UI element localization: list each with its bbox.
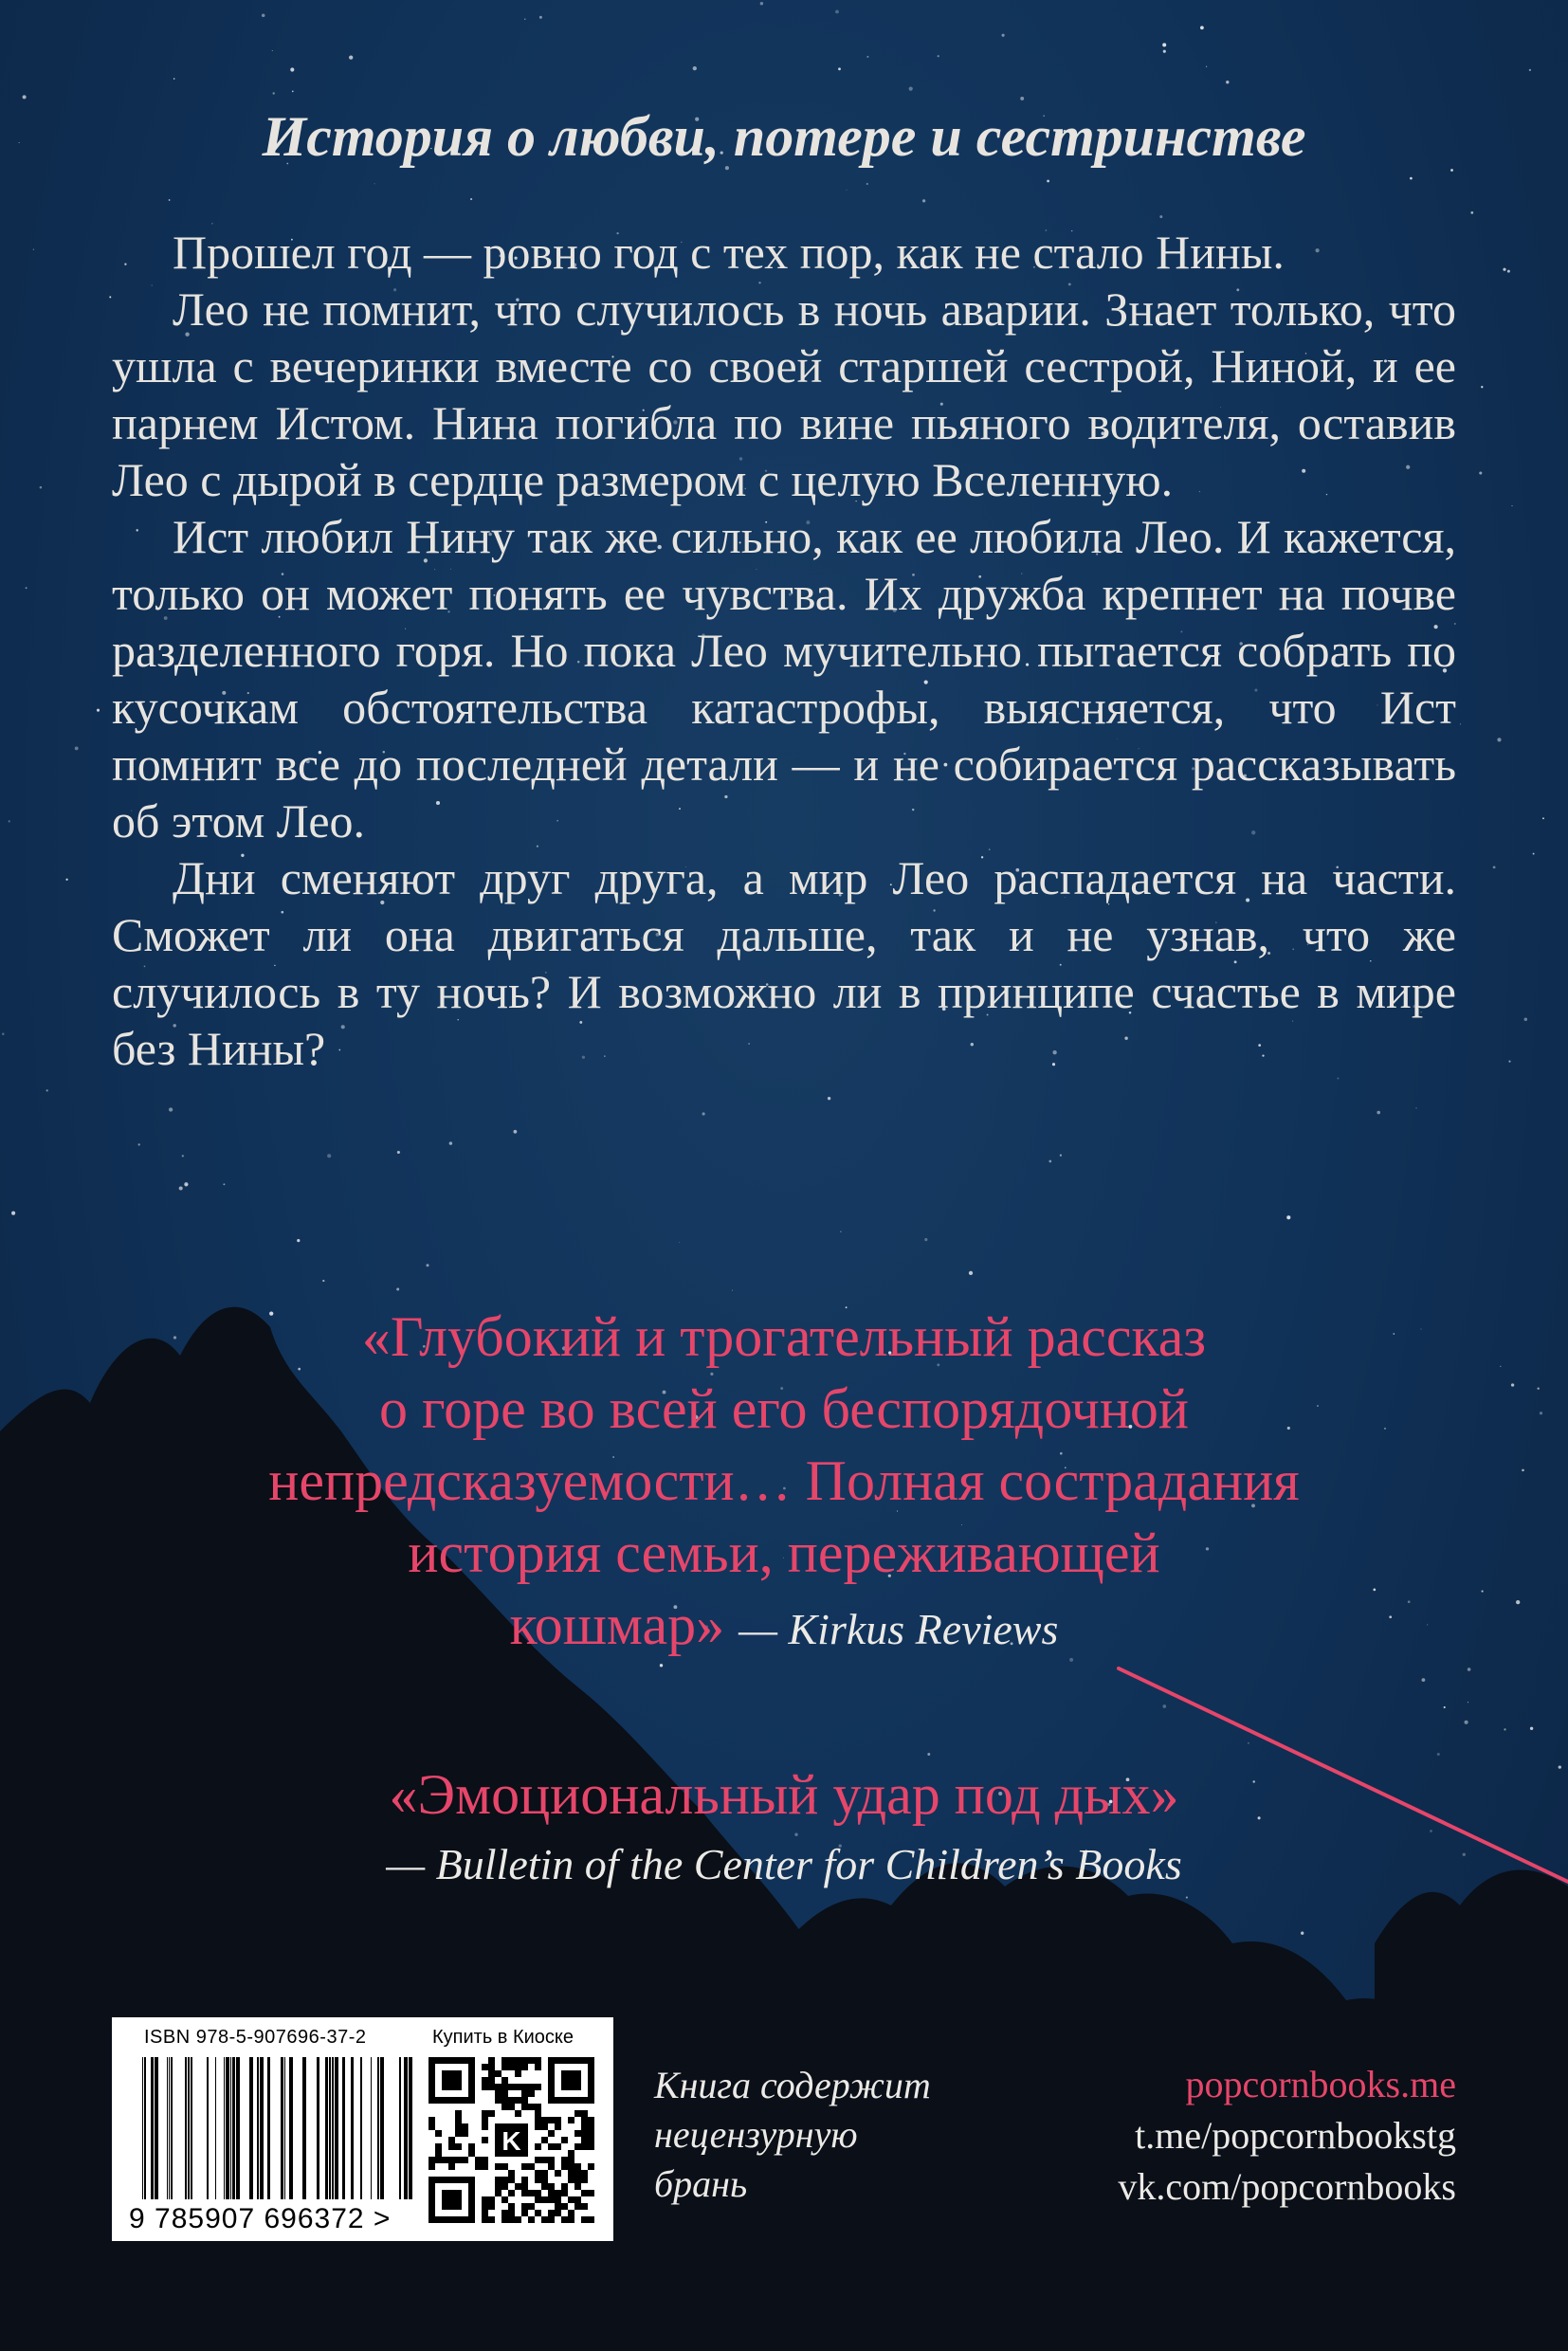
qr-module: [568, 2210, 574, 2216]
qr-module: [488, 2203, 495, 2210]
qr-finder: [561, 2070, 581, 2090]
quote-source: — Bulletin of the Center for Children’s Books: [386, 1840, 1182, 1888]
barcode-panel: [112, 2017, 613, 2241]
qr-module: [488, 2084, 495, 2090]
qr-module: [581, 2123, 588, 2130]
barcode-bar: [325, 2057, 328, 2199]
qr-module: [521, 2084, 528, 2090]
qr-module: [588, 2130, 594, 2137]
qr-module: [508, 2190, 515, 2196]
qr-module: [448, 2137, 455, 2143]
qr-module: [475, 2157, 482, 2163]
qr-module: [521, 2203, 528, 2210]
qr-module: [581, 2110, 588, 2117]
barcode-bar: [224, 2057, 225, 2199]
barcode-bar: [155, 2057, 158, 2199]
qr-module: [568, 2150, 574, 2157]
qr-module: [588, 2117, 594, 2123]
qr-module: [561, 2157, 568, 2163]
qr-module: [574, 2170, 581, 2177]
qr-finder: [442, 2190, 462, 2210]
qr-module: [501, 2163, 508, 2170]
qr-module: [548, 2157, 555, 2163]
barcode-bar: [169, 2057, 170, 2199]
qr-module: [568, 2177, 574, 2183]
qr-module: [501, 2210, 508, 2216]
qr-module: [435, 2150, 442, 2157]
qr-module: [521, 2190, 528, 2196]
qr-module: [528, 2090, 535, 2097]
qr-module: [541, 2123, 548, 2130]
barcode-bar: [317, 2057, 319, 2199]
qr-module: [508, 2057, 515, 2064]
qr-module: [581, 2177, 588, 2183]
qr-module: [515, 2183, 521, 2190]
qr-module: [482, 2077, 488, 2084]
qr-module: [574, 2143, 581, 2150]
qr-module: [548, 2216, 555, 2223]
qr-module: [541, 2196, 548, 2203]
qr-module: [495, 2097, 501, 2104]
qr-module: [448, 2163, 455, 2170]
qr-module: [495, 2084, 501, 2090]
qr-module: [541, 2137, 548, 2143]
qr-module: [448, 2143, 455, 2150]
qr-module: [528, 2190, 535, 2196]
qr-module: [515, 2084, 521, 2090]
qr-module: [435, 2130, 442, 2137]
quote-line: «Эмоциональный удар под дых»: [389, 1763, 1179, 1826]
qr-module: [521, 2210, 528, 2216]
qr-module: [488, 2196, 495, 2203]
qr-module: [541, 2183, 548, 2190]
qr-module: [521, 2163, 528, 2170]
qr-module: [535, 2143, 541, 2150]
qr-module: [475, 2163, 482, 2170]
qr-module: [568, 2170, 574, 2177]
qr-module: [455, 2117, 462, 2123]
qr-module: [495, 2090, 501, 2097]
qr-module: [528, 2057, 535, 2064]
barcode: [142, 2057, 417, 2199]
blurb-paragraph: Дни сменяют друг друга, а мир Лео распадается на части. Сможет ли она двигаться дальше, так и не узнав, что же случилось в ту ночь? И возможно ли в принципе счастье в мире без Нины?: [112, 851, 1456, 1075]
barcode-bar: [409, 2057, 412, 2199]
blurb-paragraph: Прошел год — ровно год с тех пор, как не стало Нины.: [173, 226, 1285, 279]
qr-module: [495, 2183, 501, 2190]
qr-module: [535, 2123, 541, 2130]
quote-line-with-source: [0, 1589, 1568, 1666]
barcode-bar: [236, 2057, 240, 2199]
qr-module: [501, 2084, 508, 2090]
qr-module: [515, 2216, 521, 2223]
barcode-bar: [284, 2057, 285, 2199]
qr-module: [488, 2064, 495, 2070]
qr-module: [515, 2097, 521, 2104]
publisher-website[interactable]: popcornbooks.me: [1185, 2063, 1456, 2105]
qr-module: [555, 2170, 561, 2177]
qr-module: [548, 2196, 555, 2203]
qr-module: [581, 2170, 588, 2177]
qr-module: [482, 2216, 488, 2223]
qr-module: [521, 2064, 528, 2070]
publisher-vk[interactable]: vk.com/popcornbooks: [1118, 2165, 1456, 2208]
qr-module: [482, 2084, 488, 2090]
qr-module: [528, 2163, 535, 2170]
qr-module: [588, 2143, 594, 2150]
qr-module: [462, 2157, 468, 2163]
qr-module: [482, 2137, 488, 2143]
barcode-bar: [257, 2057, 259, 2199]
qr-module: [521, 2097, 528, 2104]
quote-line: о горе во всей его беспорядочной: [378, 1377, 1190, 1440]
qr-module: [508, 2064, 515, 2070]
qr-module: [501, 2097, 508, 2104]
qr-module: [581, 2190, 588, 2196]
qr-module: [535, 2170, 541, 2177]
qr-module: [501, 2064, 508, 2070]
barcode-bar: [191, 2057, 192, 2199]
barcode-bar: [260, 2057, 264, 2199]
qr-module: [488, 2216, 495, 2223]
qr-module: [488, 2057, 495, 2064]
qr-module: [561, 2163, 568, 2170]
barcode-bar: [335, 2057, 338, 2199]
warning-line: Книга содержит: [654, 2064, 931, 2106]
qr-module: [548, 2130, 555, 2137]
qr-module: [528, 2203, 535, 2210]
qr-module: [468, 2143, 475, 2150]
qr-module: [482, 2110, 488, 2117]
qr-module: [541, 2216, 548, 2223]
qr-module: [501, 2183, 508, 2190]
qr-module: [535, 2110, 541, 2117]
qr-module: [535, 2057, 541, 2064]
qr-module: [574, 2203, 581, 2210]
quote-line: кошмар»: [509, 1594, 725, 1656]
barcode-bar: [399, 2057, 401, 2199]
barcode-bar: [302, 2057, 306, 2199]
qr-module: [561, 2137, 568, 2143]
qr-module: [482, 2203, 488, 2210]
qr-module: [541, 2157, 548, 2163]
qr-module: [455, 2157, 462, 2163]
qr-module: [535, 2084, 541, 2090]
qr-module: [574, 2196, 581, 2203]
qr-module: [541, 2170, 548, 2177]
qr-module: [482, 2210, 488, 2216]
qr-finder: [442, 2070, 462, 2090]
qr-module: [588, 2123, 594, 2130]
qr-module: [515, 2070, 521, 2077]
barcode-bar: [142, 2057, 143, 2199]
qr-module: [568, 2117, 574, 2123]
qr-module: [428, 2163, 435, 2170]
qr-module: [435, 2143, 442, 2150]
barcode-bar: [171, 2057, 173, 2199]
qr-module: [548, 2117, 555, 2123]
qr-module: [561, 2203, 568, 2210]
qr-module: [561, 2216, 568, 2223]
barcode-bar: [188, 2057, 190, 2199]
barcode-bar: [404, 2057, 408, 2199]
qr-module: [528, 2104, 535, 2110]
qr-module: [482, 2163, 488, 2170]
qr-module: [535, 2177, 541, 2183]
qr-module: [548, 2210, 555, 2216]
qr-module: [501, 2057, 508, 2064]
qr-module: [501, 2090, 508, 2097]
quote-line: история семьи, переживающей: [408, 1522, 1160, 1584]
barcode-bar: [232, 2057, 235, 2199]
qr-module: [501, 2177, 508, 2183]
qr-module: [442, 2157, 448, 2163]
barcode-bar: [144, 2057, 146, 2199]
qr-module: [482, 2123, 488, 2130]
qr-module: [501, 2216, 508, 2223]
warning-line: нецензурную: [654, 2113, 858, 2156]
qr-module: [455, 2110, 462, 2117]
qr-module: [548, 2190, 555, 2196]
qr-module: [555, 2190, 561, 2196]
qr-module: [535, 2210, 541, 2216]
blurb-paragraph: Лео не помнит, что случилось в ночь аварии. Знает только, что ушла с вечеринки вместе со своей старшей сестрой, Ниной, и ее парнем Истом. Нина погибла по вине пьяного водителя, оставив Лео с дырой в сердце размером с целую Вселенную.: [112, 282, 1456, 506]
qr-module: [508, 2097, 515, 2104]
qr-module: [555, 2196, 561, 2203]
barcode-bar: [289, 2057, 293, 2199]
qr-module: [535, 2064, 541, 2070]
qr-module: [501, 2077, 508, 2084]
qr-module: [588, 2190, 594, 2196]
qr-module: [521, 2177, 528, 2183]
qr-module: [508, 2084, 515, 2090]
qr-module: [581, 2130, 588, 2137]
qr-module: [515, 2064, 521, 2070]
qr-module: [515, 2110, 521, 2117]
qr-module: [521, 2057, 528, 2064]
barcode-bar: [230, 2057, 231, 2199]
qr-module: [548, 2163, 555, 2170]
qr-module: [561, 2190, 568, 2196]
qr-module: [482, 2064, 488, 2070]
barcode-bar: [167, 2057, 168, 2199]
book-blurb: [112, 224, 1456, 1077]
qr-module: [548, 2183, 555, 2190]
qr-module: [495, 2177, 501, 2183]
qr-module: [482, 2196, 488, 2203]
qr-module: [555, 2117, 561, 2123]
publisher-links: [1118, 2059, 1456, 2213]
qr-module: [561, 2183, 568, 2190]
barcode-bar: [332, 2057, 334, 2199]
barcode-bar: [215, 2057, 216, 2199]
qr-module: [488, 2070, 495, 2077]
qr-module: [515, 2057, 521, 2064]
barcode-bar: [380, 2057, 384, 2199]
barcode-bar: [207, 2057, 209, 2199]
qr-module: [555, 2210, 561, 2216]
qr-module: [581, 2203, 588, 2210]
qr-module: [574, 2183, 581, 2190]
qr-module: [495, 2070, 501, 2077]
qr-module: [581, 2143, 588, 2150]
qr-module: [455, 2130, 462, 2137]
qr-module: [482, 2157, 488, 2163]
qr-module: [555, 2143, 561, 2150]
isbn-label: ISBN 978-5-907696-37-2: [144, 2027, 367, 2048]
publisher-telegram[interactable]: t.me/popcornbookstg: [1135, 2114, 1456, 2157]
qr-module: [555, 2203, 561, 2210]
qr-module: [488, 2110, 495, 2117]
qr-module: [428, 2123, 435, 2130]
qr-module: [508, 2170, 515, 2177]
qr-module: [535, 2117, 541, 2123]
qr-module: [588, 2137, 594, 2143]
barcode-digits: 9 785907 696372 >: [129, 2203, 392, 2234]
qr-module: [508, 2104, 515, 2110]
qr-module: [535, 2157, 541, 2163]
qr-module: [581, 2137, 588, 2143]
qr-module: [568, 2216, 574, 2223]
quote-line: непредсказуемости… Полная сострадания: [268, 1449, 1300, 1512]
qr-module: [574, 2130, 581, 2137]
barcode-bar: [377, 2057, 379, 2199]
qr-module: [508, 2177, 515, 2183]
qr-module: [508, 2216, 515, 2223]
qr-module: [528, 2216, 535, 2223]
qr-module: [535, 2104, 541, 2110]
qr-module: [428, 2117, 435, 2123]
qr-module: [468, 2150, 475, 2157]
qr-module: [501, 2196, 508, 2203]
qr-module: [521, 2183, 528, 2190]
qr-logo-letter: K: [501, 2126, 521, 2156]
quote-line: «Глубокий и трогательный рассказ: [361, 1305, 1207, 1368]
qr-module: [535, 2190, 541, 2196]
qr-module: [535, 2196, 541, 2203]
qr-module: [482, 2117, 488, 2123]
qr-module: [568, 2157, 574, 2163]
qr-module: [528, 2084, 535, 2090]
qr-code: [428, 2057, 595, 2224]
qr-module: [462, 2123, 468, 2130]
barcode-bar: [342, 2057, 345, 2199]
barcode-bar: [329, 2057, 331, 2199]
review-quote-bulletin: [0, 1759, 1568, 1831]
qr-module: [588, 2216, 594, 2223]
qr-module: [541, 2117, 548, 2123]
qr-module: [508, 2203, 515, 2210]
qr-module: [588, 2163, 594, 2170]
qr-module: [501, 2104, 508, 2110]
review-quote-kirkus: [0, 1301, 1568, 1666]
qr-module: [521, 2104, 528, 2110]
qr-module: [548, 2143, 555, 2150]
qr-module: [462, 2130, 468, 2137]
qr-module: [495, 2163, 501, 2170]
barcode-bar: [360, 2057, 362, 2199]
qr-module: [428, 2157, 435, 2163]
qr-module: [521, 2090, 528, 2097]
barcode-bar: [281, 2057, 283, 2199]
qr-module: [581, 2117, 588, 2123]
buy-label: Купить в Киоске: [432, 2027, 574, 2048]
qr-module: [568, 2163, 574, 2170]
qr-module: [455, 2143, 462, 2150]
barcode-bar: [267, 2057, 270, 2199]
qr-module: [455, 2123, 462, 2130]
qr-module: [574, 2177, 581, 2183]
qr-module: [495, 2190, 501, 2196]
barcode-bar: [351, 2057, 354, 2199]
qr-module: [488, 2077, 495, 2084]
qr-module: [508, 2210, 515, 2216]
content-warning: [654, 2061, 957, 2209]
barcode-bar: [371, 2057, 372, 2199]
qr-module: [555, 2123, 561, 2130]
qr-module: [435, 2157, 442, 2163]
blurb-paragraph: Ист любил Нину так же сильно, как ее любила Лео. И кажется, только он может понять ее чувства. Их дружба крепнет на почве разделенного горя. Но пока Лео мучительно пытается собрать по кусочкам обстоятельства катастрофы, выясняется, что Ист помнит все до последней детали — и не собирается рассказывать об этом Лео.: [112, 510, 1456, 847]
quote-source: — Kirkus Reviews: [738, 1605, 1059, 1653]
qr-module: [574, 2163, 581, 2170]
barcode-bar: [226, 2057, 229, 2199]
qr-module: [568, 2196, 574, 2203]
qr-module: [448, 2157, 455, 2163]
barcode-bar: [249, 2057, 253, 2199]
tagline: История о любви, потере и сестринстве: [262, 105, 1306, 168]
barcode-bar: [185, 2057, 187, 2199]
qr-module: [541, 2177, 548, 2183]
qr-module: [574, 2110, 581, 2117]
qr-module: [581, 2216, 588, 2223]
barcode-bar: [151, 2057, 154, 2199]
warning-line: брань: [654, 2162, 748, 2205]
